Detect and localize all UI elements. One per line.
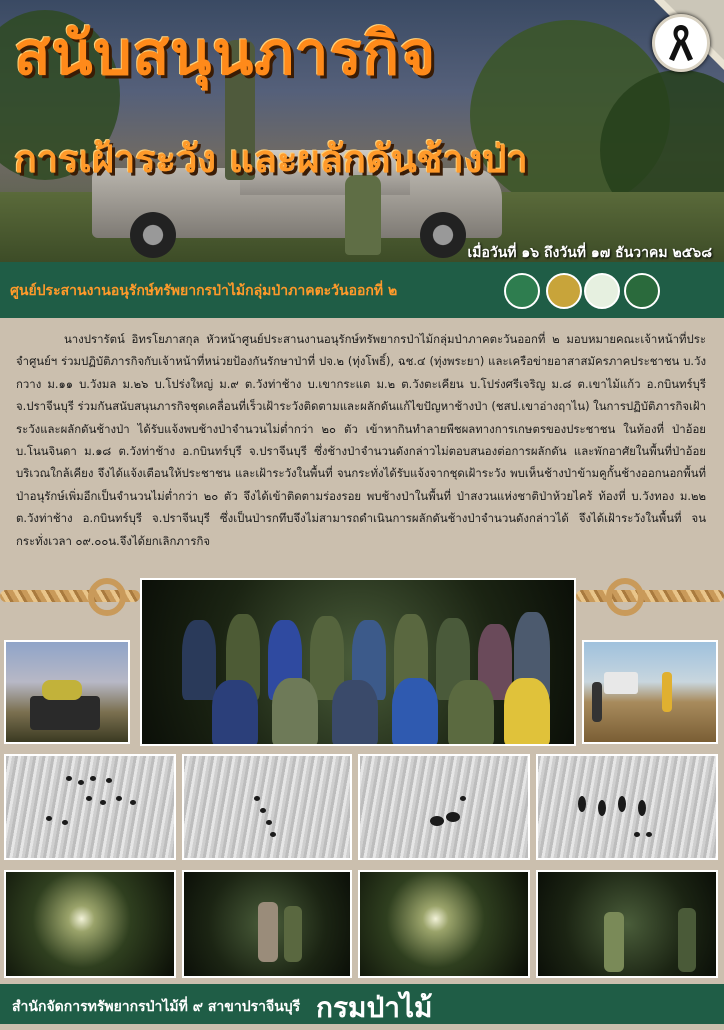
truck-patrol-photo [4,640,130,744]
agency-bar [0,262,724,318]
team-member-seated [448,680,494,746]
thermal-elephant-photo-4 [536,754,718,860]
team-member-seated [392,678,438,746]
team-member-seated [332,680,378,746]
mourning-ribbon-badge [652,14,710,72]
header-banner [0,0,724,262]
field-patrol-photo [582,640,718,744]
truck-wheel [130,212,176,258]
team-member-seated [272,678,318,746]
team-member-seated [212,680,258,746]
night-patrol-photo-2 [182,870,352,978]
officer-figure [662,672,672,712]
black-ribbon-icon [655,17,707,69]
agency-title: ศูนย์ประสานงานอนุรักษ์ทรัพยากรป่าไม้กลุ่มป่าภาคตะวันออกที่ ๒ [10,283,398,299]
forest-department-logo [624,273,660,309]
emblem-logo-2 [546,273,582,309]
thermal-elephant-photo-3 [358,754,530,860]
officer-figure [678,908,696,972]
officer-figure [284,906,302,962]
emblem-logo-1 [504,273,540,309]
footer-brand: กรมป่าไม้ [316,991,433,1024]
team-group-photo [140,578,576,746]
night-patrol-photo-1 [4,870,176,978]
thermal-elephant-photo-1 [4,754,176,860]
anniversary-120-logo [584,273,620,309]
night-patrol-photo-4 [536,870,718,978]
team-member-seated [504,678,550,746]
rope-decoration-right [576,590,724,602]
truck-wheel [420,212,466,258]
page-subtitle: การเฝ้าระวัง และผลักดันช้างป่า [14,137,528,181]
footer-bar [0,984,724,1024]
rope-knot [88,578,126,616]
officer-figure [592,682,602,722]
footer-office: สำนักจัดการทรัพยากรป่าไม้ที่ ๙ สาขาปราจีนบุรี [12,999,301,1015]
officer-figure [604,912,624,972]
truck-shape [30,696,100,730]
page-title: สนับสนุนภารกิจ [14,19,437,89]
article-body: นางปรารัตน์ อิทรโยภาสกุล หัวหน้าศูนย์ประสานงานอนุรักษ์ทรัพยากรป่าไม้กลุ่มป่าภาคตะวันออกที่ ๒ มอบหมายคณะเจ้าหน้าที่ประจำศูนย์ฯ ร่วมปฏิบัติภารกิจกับเจ้าหน้าที่หน่วยป้องกันรักษาป่าที่ ปจ.๒ (ทุ่งโพธิ์), ฉช.๔ (ทุ่งพระยา) และเครือข่ายอาสาสมัครภาคประชาชน บ.วังกวาง ม.๑๑ บ.วังมล ม.๒๖ บ.โปร่งใหญ่ ม.๙ ต.วังท่าช้าง บ.เขากระแต ม.๒ ต.วังตะเคียน บ.โปร่งศรีเจริญ ม.๘ ต.เขาไม้แก้ว อ.กบินทร์บุรี จ.ปราจีนบุรี ร่วมกันสนับสนุนภารกิจชุดเคลื่อนที่เร็วเฝ้าระวังติดตามและผลักดันแก้ไขปัญหาช้างป่า (ชสป.เขาอ่างฤาไน) ในการปฏิบัติภารกิจเฝ้าระวังและผลักดันช้างป่า ได้รับแจ้งพบช้างป่าจำนวนไม่ต่ำกว่า ๒๐ ตัว เข้าหากินทำลายพืชผลทางการเกษตรของประชาชน ในท้องที่ ป่าอ้อย บ.โนนจินดา ม.๑๘ ต.วังท่าช้าง อ.กบินทร์บุรี จ.ปราจีนบุรี ซึ่งช้างป่าจำนวนดังกล่าวไม่ตอบสนองต่อการผลักดัน และพักอาศัยในพื้นที่ป่าอ้อย บริเวณใกล้เคียง จึงได้แจ้งเตือนให้ประชาชน และเฝ้าระวังในพื้นที่ จนกระทั่งได้รับแจ้งจากชุดเฝ้าระวัง พบเห็นช้างป่าข้ามคูกั้นช้างออกนอกพื้นที่ป่าอนุรักษ์เพิ่มอีกเป็นจำนวนไม่ต่ำกว่า ๒๐ ตัว จึงได้เข้าติดตามร่องรอย พบช้างป่าในพื้นที่ ป่าสงวนแห่งชาติป่าห้วยไคร้ ท้องที่ บ.วังทอง ม.๒๒ ต.วังท่าช้าง อ.กบินทร์บุรี จ.ปราจีนบุรี ซึ่งเป็นป่ารกทึบจึงไม่สามารถดำเนินการผลักดันช้างป่าจำนวนดังกล่าวได้ จึงได้เฝ้าระวังในพื้นที่ จนกระทั่งเวลา ๐๙.๐๐น.จึงได้ยกเลิกภารกิจ [16,332,706,548]
night-patrol-photo-3 [358,870,530,978]
people-in-truck [42,680,82,700]
event-date: เมื่อวันที่ ๑๖ ถึงวันที่ ๑๗ ธันวาคม ๒๕๖๘ [467,245,712,261]
team-member [182,620,216,700]
thermal-elephant-photo-2 [182,754,352,860]
rope-knot [606,578,644,616]
officer-figure [258,902,278,962]
truck-shape [604,672,638,694]
